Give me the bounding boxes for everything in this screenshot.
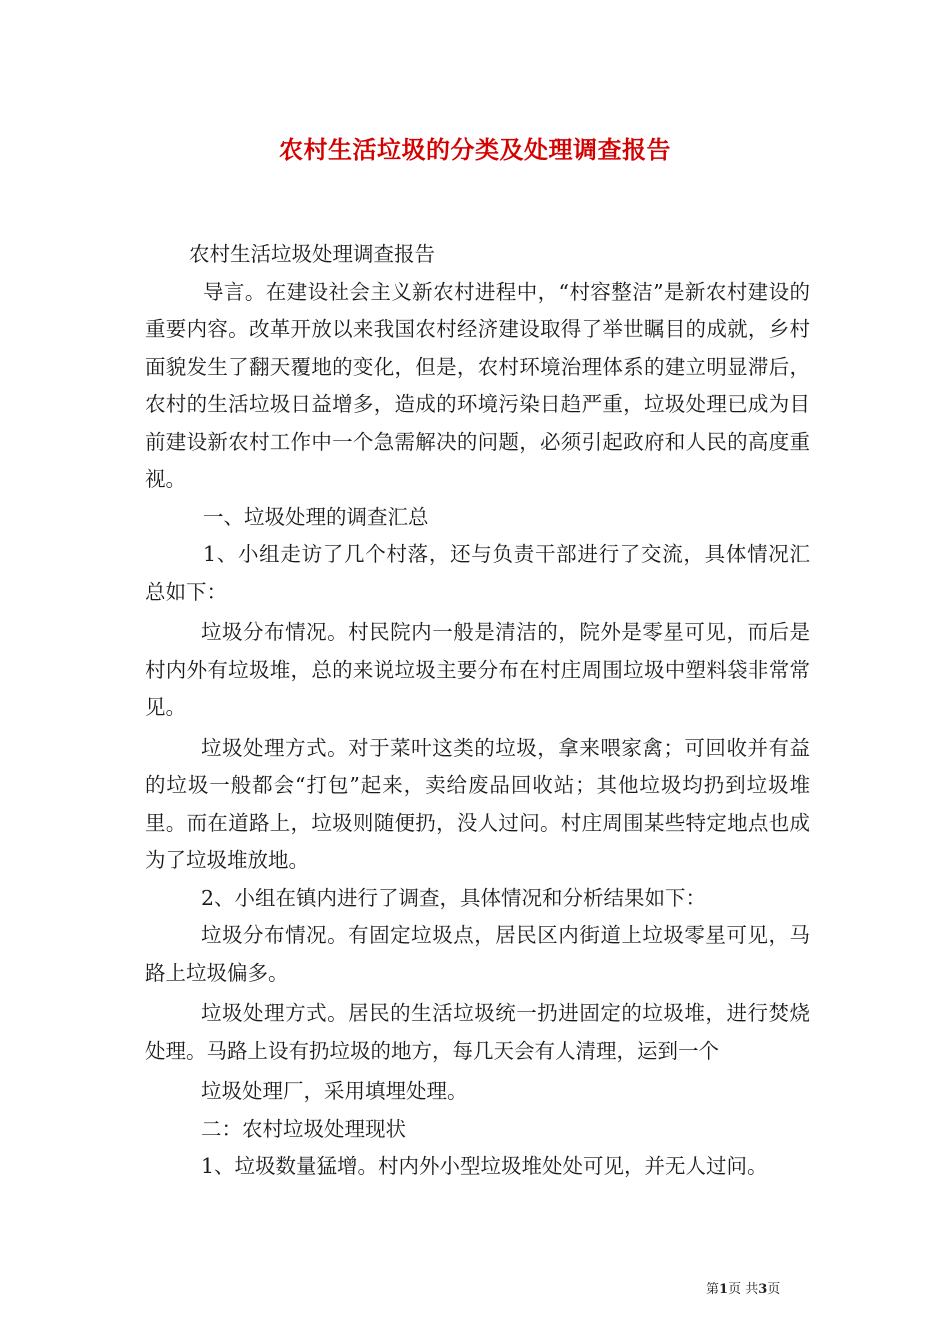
section-heading-2: 二：农村垃圾处理现状 xyxy=(201,1116,406,1141)
page-prefix: 第 xyxy=(706,1282,720,1297)
paragraph-village-survey: 1、小组走访了几个村落，还与负责干部进行了交流，具体情况汇总如下： xyxy=(145,542,810,604)
document-title: 农村生活垃圾的分类及处理调查报告 xyxy=(279,135,671,164)
page-middle: 页 共 xyxy=(728,1282,759,1297)
paragraph-village-handling: 垃圾处理方式。对于菜叶这类的垃圾，拿来喂家禽；可回收并有益的垃圾一般都会“打包”起来，卖给废品回收站；其他垃圾均扔到垃圾堆里。而在道路上，垃圾则随便扔，没人过问。村庄周围某些特定地点也成为了垃圾堆放地。 xyxy=(145,735,810,872)
paragraph-introduction: 导言。在建设社会主义新农村进程中，“村容整洁”是新农村建设的重要内容。改革开放以来我国农村经济建设取得了举世瞩目的成就，乡村面貌发生了翻天覆地的变化，但是，农村环境治理体系的建立明显滞后，农村的生活垃圾日益增多，造成的环境污染日趋严重，垃圾处理已成为目前建设新农村工作中一个急需解决的问题，必须引起政府和人民的高度重视。 xyxy=(145,279,810,491)
current-page: 1 xyxy=(719,1282,729,1297)
paragraph-town-handling: 垃圾处理方式。居民的生活垃圾统一扔进固定的垃圾堆，进行焚烧处理。马路上设有扔垃圾的地方，每几天会有人清理，运到一个 xyxy=(145,1001,810,1063)
paragraph-village-distribution: 垃圾分布情况。村民院内一般是清洁的，院外是零星可见，而后是村内外有垃圾堆，总的来说垃圾主要分布在村庄周围垃圾中塑料袋非常常见。 xyxy=(145,620,810,719)
paragraph-status-1: 1、垃圾数量猛增。村内外小型垃圾堆处处可见，并无人过问。 xyxy=(201,1154,768,1178)
page-number xyxy=(706,1278,780,1297)
total-pages: 3 xyxy=(758,1282,768,1297)
report-subtitle: 农村生活垃圾处理调查报告 xyxy=(189,242,435,266)
page-suffix: 页 xyxy=(767,1282,781,1297)
paragraph-town-survey: 2、小组在镇内进行了调查，具体情况和分析结果如下： xyxy=(201,885,707,910)
paragraph-town-handling-cont: 垃圾处理厂，采用填埋处理。 xyxy=(201,1079,468,1103)
paragraph-town-distribution: 垃圾分布情况。有固定垃圾点，居民区内街道上垃圾零星可见，马路上垃圾偏多。 xyxy=(145,923,810,985)
document-body xyxy=(145,236,810,1186)
section-heading-1: 一、垃圾处理的调查汇总 xyxy=(203,504,429,529)
